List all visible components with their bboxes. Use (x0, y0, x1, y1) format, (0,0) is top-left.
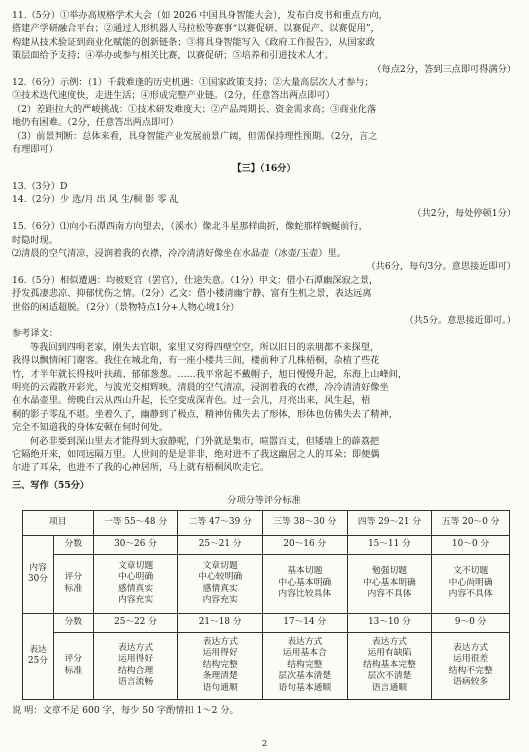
q11-line: 搭建产学研融合平台；②通过人形机器人马拉松等赛事“以赛促研、以赛促产、以赛促用”， (12, 23, 380, 35)
standard-cell: 表达方式 运用得好 结构完整 条理清楚 语句通顺 (178, 632, 263, 699)
header-cell: 三等 38～30 分 (263, 510, 348, 535)
ref-line: 明亮的云霞散开彩光，与波光交相辉映。清晨的空气清凉，浸润着我的衣襟，冷冷清清好像坐 (12, 381, 389, 393)
standard-cell: 表达方式 运用基本合 结构完整 层次基本清楚 语句基本通顺 (263, 632, 348, 699)
q12-block (12, 76, 516, 156)
score-cell: 21～18 分 (178, 613, 263, 632)
header-cell: 二等 47～39 分 (178, 510, 263, 535)
ref-line: 等我回到四明老家，刚失去官职，家里又穷得四壁空空，所以旧日的亲朋都不来探望， (30, 341, 380, 353)
q15-line: 15.（6分）⑴向小石潭西南方向望去，（溪水）像北斗星那样曲折，像蛇那样蜿蜒前行， (12, 221, 368, 233)
standard-cell: 表达方式 运用很差 结构不完整 语病较多 (432, 632, 510, 699)
q12-line: 地仍有困难。（2分，任意答出两点即可） (12, 117, 179, 129)
q16-score-note: （共5分。意思接近即可。） (404, 314, 516, 326)
q12-line: 有理即可） (12, 144, 58, 156)
score-cell: 30～26 分 (93, 535, 178, 554)
q14-answer: 14.（2分）少 选/月 出 风 生/桐 影 零 乱 (12, 194, 179, 206)
q11-line: 11.（5分）①举办高规格学术大会（如 2026 中国具身智能大会），发布白皮书和重点方向， (12, 10, 388, 21)
q11-line: 构建从技术验证到商业化赋能的创新链条；③将具身智能写入《政府工作报告》，从国家政 (12, 36, 375, 48)
q13-answer: 13.（3分）D (12, 180, 68, 192)
score-cell: 25～21 分 (178, 535, 263, 554)
q15-score-note: （共6分，每句3分。意思接近即可） (366, 261, 516, 273)
score-cell: 13～10 分 (347, 613, 432, 632)
q15-block (12, 220, 516, 274)
table-row (23, 632, 510, 699)
ref-line: 它隔绝开来，如同远隔万里。人世间的是是非非，绝对进不了我这幽居之人的耳朵；即便偶 (12, 449, 380, 460)
q16-line: 16.（5分）相似遭遇：均被贬官（罢官），仕途失意。（1分）甲文：借小石潭幽深寂之景， (12, 274, 379, 286)
standard-cell: 表达方式 运用得好 结构合理 语言流畅 (93, 632, 178, 699)
q14-score-note: （共2分，每处停顿1分） (412, 207, 516, 219)
score-label-cell: 分数 (54, 613, 94, 632)
q11-line: 策层面给予支持；④举办或参与相关比赛，以赛促研；⑤培养和引进技术人才。 (12, 50, 334, 62)
score-cell: 25～22 分 (93, 613, 178, 632)
q11-block (12, 9, 516, 76)
ref-line: 何必非要到深山里去才能得到大寂静呢，门外就是集市，喧嚣百丈，但矮墙上的薜荔把 (30, 435, 380, 447)
answer-content (12, 9, 516, 717)
standard-cell: 文不切题 中心尚明确 内容不具体 (432, 554, 510, 613)
writing-section-heading: 三、写作（55分） (12, 479, 90, 491)
reference-paragraph-2 (12, 435, 516, 475)
standard-cell: 文章切题 中心较明确 感情真实 内容充实 (178, 554, 263, 613)
q12-line: ③技术迭代速度快，走进生活；④形成完整产业链。（2分，任意答出两点即可） (12, 90, 335, 102)
score-label-cell: 分数 (54, 535, 94, 554)
q12-line: （2）差距拉大的严峻挑战：①技术研发难度大；②产品周期长、资金需求高；③商业化落 (12, 103, 377, 115)
table-row (23, 554, 510, 613)
standard-cell: 文章切题 中心明确 感情真实 内容充实 (93, 554, 178, 613)
ref-line: 尔进了耳朵，也进不了我的心神居所，马上就有梧桐风吹走它。 (12, 462, 270, 474)
ref-line: 在水晶壶里。傍晚白云从西山升起，长空变成深青色。过一会儿，月亮出来，风生起，梧 (12, 395, 371, 407)
table-row (23, 613, 510, 632)
ref-line: 竹，才半年就长得枝叶扶疏、郁郁葱葱。……我平常起不戴帽子，旭日慢慢升起，东海上山峰间， (12, 368, 408, 380)
q15-line: 时隐时现。 (12, 234, 58, 246)
header-cell: 项目 (23, 510, 94, 535)
standard-label-cell: 评分 标准 (54, 554, 94, 613)
header-cell: 四等 29～21 分 (347, 510, 432, 535)
table-row (23, 535, 510, 554)
scoring-table (22, 510, 510, 700)
score-cell: 9～0 分 (432, 613, 510, 632)
standard-cell: 表达方式 运用有缺陷 结构基本完整 层次不清楚 语言通顺 (347, 632, 432, 699)
standard-cell: 基本切题 中心基本明确 内容比较具体 (263, 554, 348, 613)
q15-line: ⑵清晨的空气清凉，浸润着我的衣襟，冷冷清清好像坐在水晶壶（冰壶/玉壶）里。 (12, 247, 346, 259)
page-number: 2 (261, 739, 268, 748)
ref-line: 完全不知道我的身体安顿在何时何处。 (12, 422, 169, 434)
q16-line: 世俗的闲适超脱。（2分）（景物特点1分+人物心境1分） (12, 301, 240, 313)
reference-translation-title: 参考译文： (12, 328, 58, 340)
q12-line: （3）前景判断：总体来看，具身智能产业发展前景广阔，但需保持理性预期。（2分，言之 (12, 130, 378, 142)
q11-score-note: （每点2分，答到三点即可得满分） (372, 63, 516, 75)
scoring-table-title: 分项分等评分标准 (227, 495, 301, 507)
score-cell: 15～11 分 (347, 535, 432, 554)
standard-cell: 勉强切题 中心基本明确 内容不具体 (347, 554, 432, 613)
q12-line: 12.（6分）示例：（1）千载难逢的历史机遇：①国家政策支持；②大量高层次人才参与； (12, 77, 374, 89)
score-cell: 10～0 分 (432, 535, 510, 554)
table-header-row (23, 510, 510, 535)
section-three-heading: 【三】（16分） (232, 163, 296, 175)
scoring-note: 说 明：文章不足 600 字，每少 50 字酌情扣 1～2 分。 (12, 704, 239, 716)
score-cell: 17～14 分 (263, 613, 348, 632)
content-category-cell: 内容 30分 (23, 535, 54, 613)
header-cell: 五等 20～0 分 (432, 510, 510, 535)
header-cell: 一等 55～48 分 (93, 510, 178, 535)
q16-line: 抒发孤凄悲凉、抑郁忧伤之情。（2分）乙文：借小楼清幽宁静、富有生机之景，表达远离 (12, 288, 372, 300)
expression-category-cell: 表达 25分 (23, 613, 54, 699)
ref-line: 桐的影子零乱不堪。坐着久了，幽静到了极点，精神仿佛失去了形体，形体也仿佛失去了精神， (12, 408, 398, 420)
standard-label-cell: 评分 标准 (54, 632, 94, 699)
reference-paragraph-1 (12, 341, 516, 435)
ref-line: 我得以飘情闲门谢客。我住在城北角，有一座小楼共三间，楼前种了几株梧桐，杂植了些花 (12, 355, 380, 367)
score-cell: 20～16 分 (263, 535, 348, 554)
q16-block (12, 274, 516, 328)
